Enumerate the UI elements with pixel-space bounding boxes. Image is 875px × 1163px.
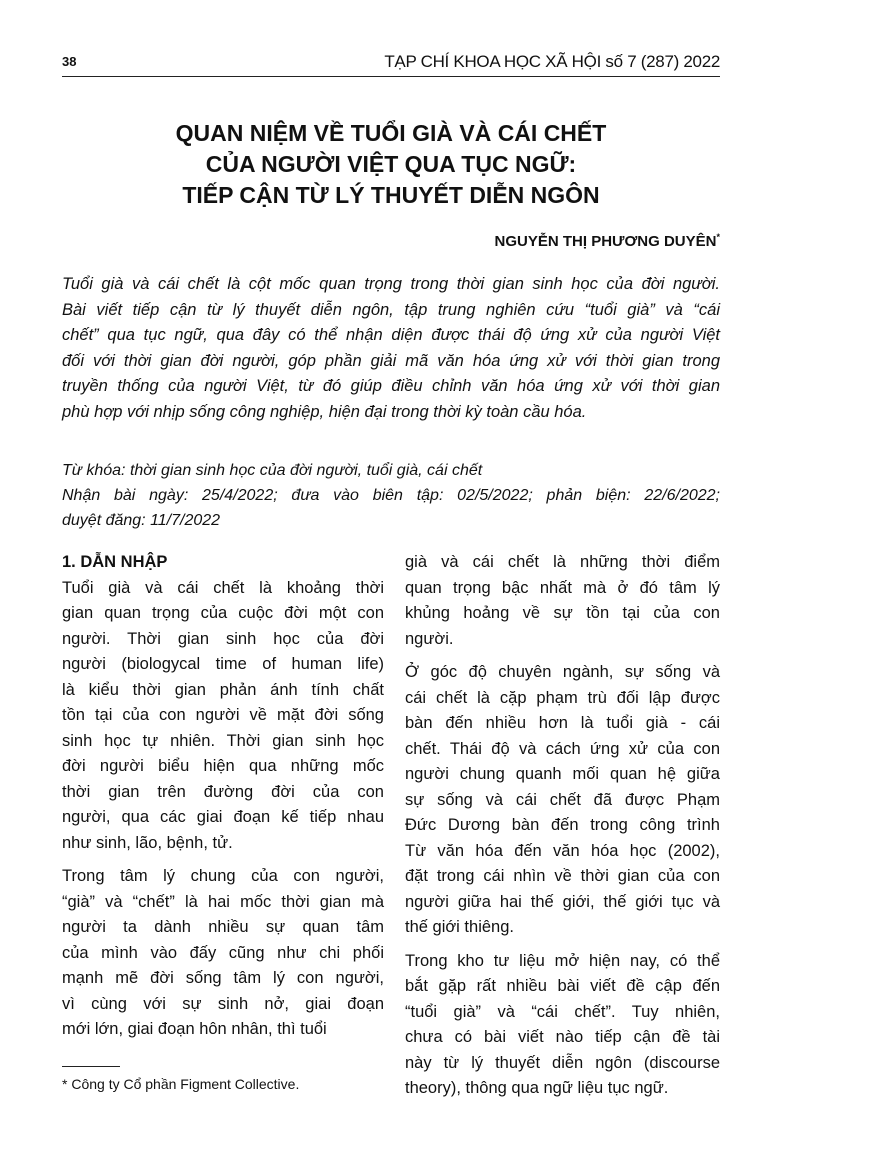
text-line: người (biologycal time of human life) — [62, 655, 384, 673]
text-line: “già” và “chết” là hai mốc thời gian mà — [62, 892, 384, 911]
paragraph — [405, 949, 720, 1102]
footnote: * Công ty Cổ phần Figment Collective. — [62, 1076, 300, 1092]
text-line: Bài viết tiếp cận từ lý thuyết diễn ngôn, tập trung nghiên cứu “tuổi già” và “cái — [62, 300, 720, 319]
text-line: Trong tâm lý chung của con người, — [62, 867, 384, 885]
dates-line: Nhận bài ngày: 25/4/2022; đưa vào biên tập: 02/5/2022; phản biện: 22/6/2022; — [62, 487, 720, 504]
paragraph — [405, 550, 720, 652]
text-line: Đức Dương bàn đến trong công trình — [405, 816, 720, 834]
text-line: phù hợp với nhịp sống công nghiệp, hiện đại trong thời kỳ toàn cầu hóa. — [62, 402, 587, 421]
text-line: sự sống và cái chết đã được Phạm — [405, 790, 720, 809]
text-line: khủng hoảng về sự tồn tại của con — [405, 604, 720, 622]
text-line: người. — [405, 629, 454, 648]
paragraph — [405, 660, 720, 941]
keywords-block — [62, 458, 720, 533]
text-line: thế giới thiêng. — [405, 918, 514, 936]
text-line: Từ văn hóa đến văn hóa học (2002), — [405, 841, 720, 860]
text-line: của mình vào đấy cũng như chi phối — [62, 943, 384, 962]
text-line: Ở góc độ chuyên ngành, sự sống và — [405, 663, 720, 681]
article-title — [62, 118, 720, 211]
right-column — [405, 550, 720, 1110]
paragraph — [62, 576, 384, 857]
text-line: người ta dành nhiều sự quan tâm — [62, 918, 384, 936]
paragraph — [62, 864, 384, 1043]
text-line: truyền thống của người Việt, từ đó giúp điều chỉnh văn hóa ứng xử với thời gian — [62, 377, 720, 396]
text-line: đối với thời gian đời người, góp phần giải mã văn hóa ứng xử với thời gian trong — [62, 351, 720, 370]
text-line: bắt gặp rất nhiều bài viết đề cập đến — [405, 977, 720, 995]
text-line: là kiểu thời gian phản ánh tính chất — [62, 680, 384, 699]
text-line: vì cùng với sự sinh nở, giai đoạn — [62, 994, 384, 1013]
text-line: Tuổi già và cái chết là cột mốc quan trọng trong thời gian sinh học của đời người. — [62, 275, 720, 293]
text-line: người giữa hai thế giới, thế giới tục và — [405, 892, 720, 911]
text-line: sinh học tự nhiên. Thời gian sinh học — [62, 731, 384, 750]
running-header — [62, 54, 720, 77]
text-line: như sinh, lão, bệnh, tử. — [62, 833, 233, 852]
author — [495, 232, 720, 250]
text-line: cái chết là cặp phạm trù đối lập được — [405, 688, 720, 707]
text-line: này từ lý thuyết diễn ngôn (discourse — [405, 1053, 720, 1072]
text-line: Trong kho tư liệu mở hiện nay, có thể — [405, 951, 720, 970]
text-line: chết. Thái độ và cách ứng xử của con — [405, 739, 720, 758]
title-line: QUAN NIỆM VỀ TUỔI GIÀ VÀ CÁI CHẾT — [175, 120, 607, 146]
author-name: NGUYỄN THỊ PHƯƠNG DUYÊN — [494, 233, 717, 250]
footnote-mark: * — [716, 232, 720, 242]
text-line: quan trọng bậc nhất mà ở đó tâm lý — [405, 578, 720, 597]
text-line: đời người biểu hiện qua những mốc — [62, 757, 384, 775]
text-line: Tuổi già và cái chết là khoảng thời — [62, 578, 384, 597]
left-column — [62, 550, 384, 1051]
text-line: người, qua các giai đoạn kế tiếp nhau — [62, 808, 384, 826]
abstract — [62, 272, 720, 426]
text-line: mới lớn, giai đoạn hôn nhân, thì tuổi — [62, 1020, 327, 1038]
title-line: CỦA NGƯỜI VIỆT QUA TỤC NGỮ: — [205, 151, 577, 177]
text-line: người chung quanh mối quan hệ giữa — [405, 765, 720, 783]
text-line: bàn đến nhiều hơn là tuổi già - cái — [405, 714, 720, 732]
text-line: người. Thời gian sinh học của đời — [62, 629, 384, 648]
journal-title: TẠP CHÍ KHOA HỌC XÃ HỘI số 7 (287) 2022 — [384, 52, 720, 71]
keywords: Từ khóa: thời gian sinh học của đời người, tuổi già, cái chết — [62, 462, 483, 479]
text-line: gian quan trọng của cuộc đời một con — [62, 604, 384, 622]
footnote-divider — [62, 1066, 120, 1067]
section-heading: 1. DẪN NHẬP — [62, 553, 168, 571]
page-number: 38 — [62, 54, 77, 69]
text-line: theory), thông qua ngữ liệu tục ngữ. — [405, 1079, 669, 1097]
text-line: đặt trong cái nhìn về thời gian của con — [405, 867, 720, 885]
text-line: chết” qua tục ngữ, qua đây có thể nhận diện được thái độ ứng xử của người Việt — [62, 326, 720, 345]
text-line: chưa có bài viết nào tiếp cận đề tài — [405, 1028, 720, 1046]
dates-line: duyệt đăng: 11/7/2022 — [62, 512, 221, 529]
text-line: già và cái chết là những thời điểm — [405, 553, 720, 571]
text-line: thời gian trên đường đời của con — [62, 782, 384, 801]
text-line: mạnh mẽ đời sống tâm lý con người, — [62, 969, 384, 987]
text-line: “tuổi già” và “cái chết”. Tuy nhiên, — [405, 1002, 720, 1021]
title-line: TIẾP CẬN TỪ LÝ THUYẾT DIỄN NGÔN — [182, 182, 600, 208]
text-line: tồn tại của con người về mặt đời sống — [62, 706, 384, 724]
